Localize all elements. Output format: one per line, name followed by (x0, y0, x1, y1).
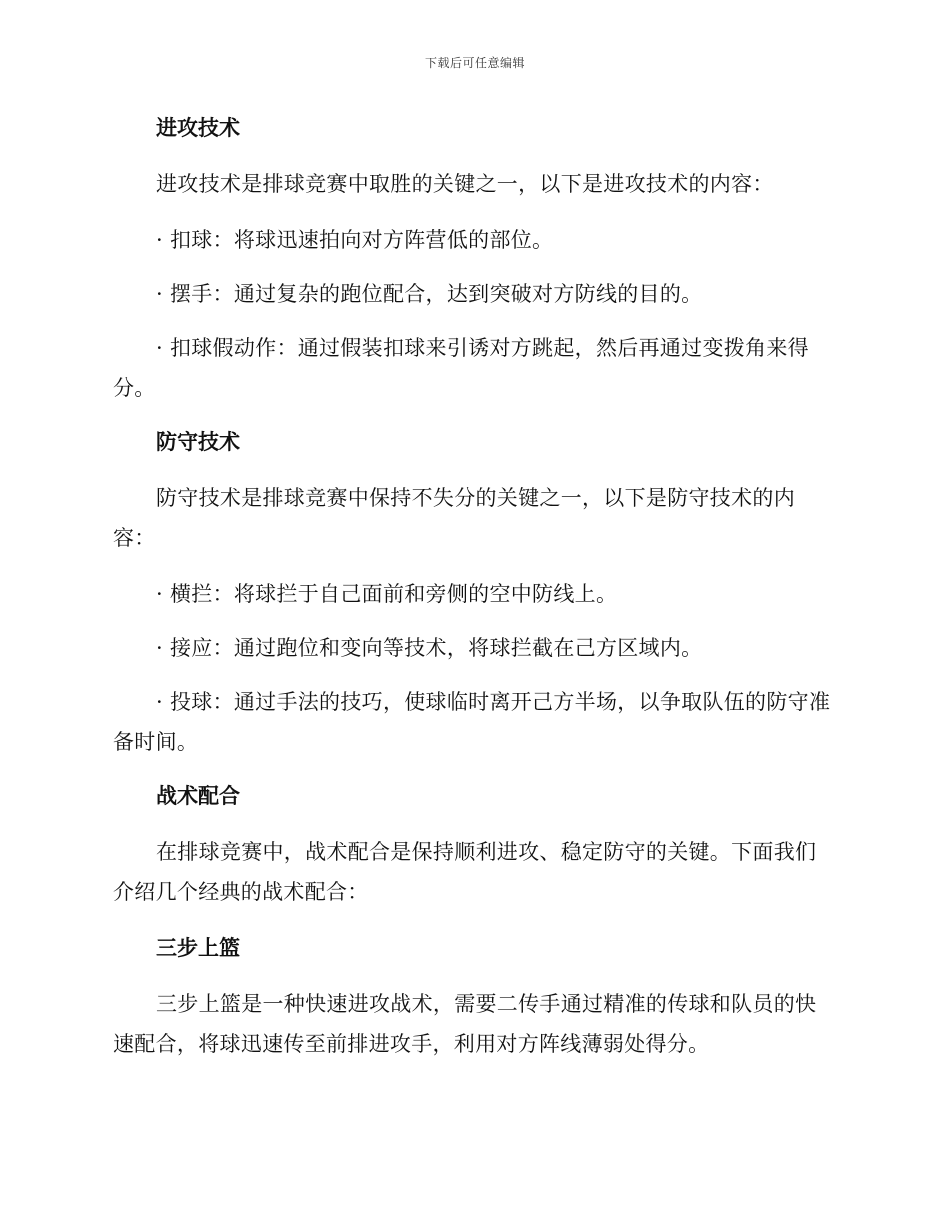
bullet-spike: · 扣球：将球迅速拍向对方阵营低的部位。 (156, 228, 554, 252)
bullet-block: · 横拦：将球拦于自己面前和旁侧的空中防线上。 (156, 582, 618, 606)
document-body (113, 108, 833, 1080)
section-intro-defense: 防守技术是排球竞赛中保持不失分的关键之一，以下是防守技术的内容： (113, 486, 795, 550)
bullet-fake-spike: · 扣球假动作：通过假装扣球来引诱对方跳起，然后再通过变拨角来得分。 (113, 336, 809, 400)
page-header-note: 下载后可任意编辑 (424, 56, 525, 70)
bullet-throw: · 投球：通过手法的技巧，使球临时离开己方半场，以争取队伍的防守准备时间。 (113, 690, 831, 754)
bullet-swing: · 摆手：通过复杂的跑位配合，达到突破对方防线的目的。 (156, 282, 703, 306)
section-heading-attack: 进攻技术 (156, 116, 240, 140)
section-heading-layup: 三步上篮 (156, 936, 240, 960)
section-intro-tactics: 在排球竞赛中，战术配合是保持顺利进攻、稳定防守的关键。下面我们介绍几个经典的战术配合： (113, 840, 817, 904)
section-heading-tactics: 战术配合 (156, 784, 240, 808)
section-intro-attack: 进攻技术是排球竞赛中取胜的关键之一，以下是进攻技术的内容： (156, 172, 774, 196)
section-heading-defense: 防守技术 (156, 430, 240, 454)
section-intro-layup: 三步上篮是一种快速进攻战术，需要二传手通过精准的传球和队员的快速配合，将球迅速传至前排进攻手，利用对方阵线薄弱处得分。 (113, 992, 817, 1056)
bullet-cover: · 接应：通过跑位和变向等技术，将球拦截在己方区域内。 (156, 636, 703, 660)
